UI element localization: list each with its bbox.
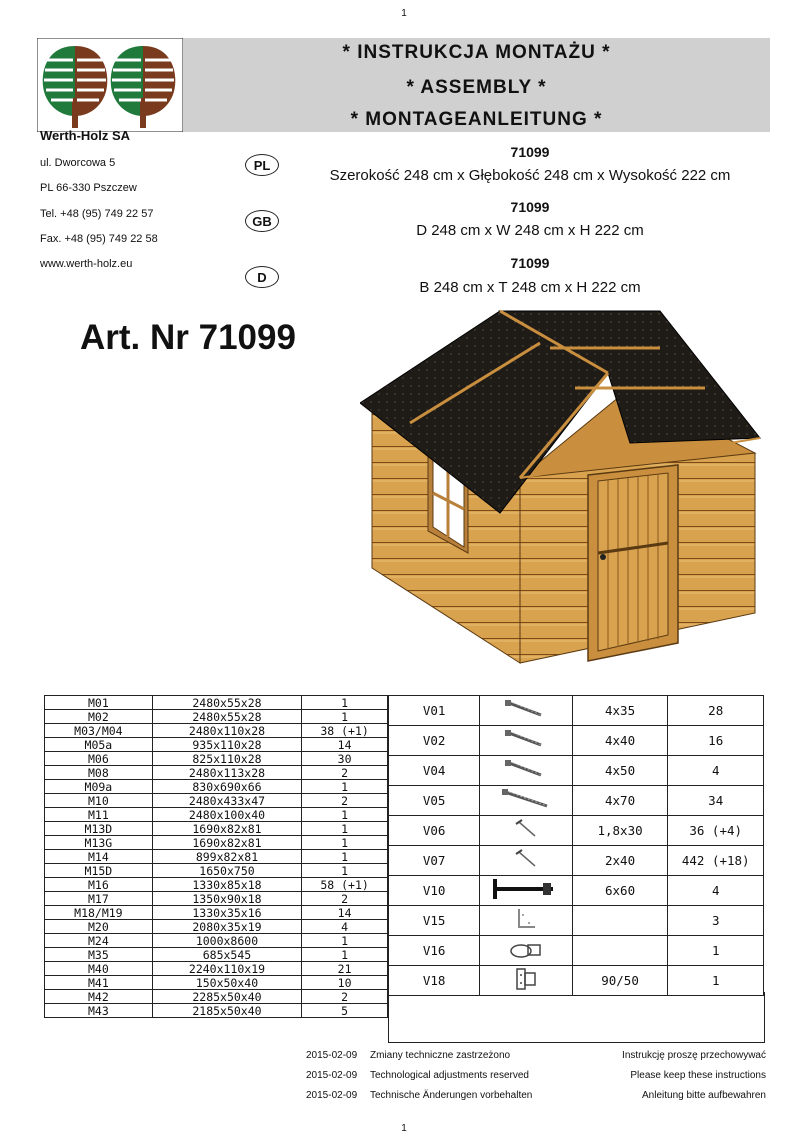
part-code-cell: M40 [45, 962, 153, 976]
company-web[interactable]: www.werth-holz.eu [40, 258, 133, 270]
part-code-cell: M02 [45, 710, 153, 724]
fitting-image-cell [480, 906, 572, 936]
part-dimension-cell: 899x82x81 [152, 850, 301, 864]
fitting-image-cell [480, 726, 572, 756]
fitting-image-cell [480, 696, 572, 726]
page-number-bottom: 1 [401, 1123, 407, 1134]
parts-table-row [45, 878, 388, 892]
fitting-image-cell [480, 936, 572, 966]
fitting-size-cell: 4x35 [572, 696, 668, 726]
garden-shed-icon [360, 303, 770, 683]
part-quantity-cell: 1 [302, 710, 388, 724]
fitting-image-cell [480, 846, 572, 876]
parts-table-row [45, 766, 388, 780]
part-dimension-cell: 1690x82x81 [152, 836, 301, 850]
part-code-cell: M42 [45, 990, 153, 1004]
part-quantity-cell: 14 [302, 906, 388, 920]
fittings-table-row [389, 816, 764, 846]
fitting-quantity-cell: 16 [668, 726, 764, 756]
part-dimension-cell: 2480x55x28 [152, 710, 301, 724]
part-quantity-cell: 21 [302, 962, 388, 976]
parts-table-row [45, 948, 388, 962]
nail-icon [501, 818, 551, 843]
company-logo [37, 38, 183, 132]
parts-table-row [45, 822, 388, 836]
part-dimension-cell: 685x545 [152, 948, 301, 962]
fittings-table-row [389, 906, 764, 936]
part-quantity-cell: 1 [302, 836, 388, 850]
part-quantity-cell: 1 [302, 696, 388, 710]
part-code-cell: M14 [45, 850, 153, 864]
company-name: Werth-Holz SA [40, 128, 131, 143]
part-dimension-cell: 2240x110x19 [152, 962, 301, 976]
part-code-cell: M20 [45, 920, 153, 934]
title-pl: * INSTRUKCJA MONTAŻU * [342, 42, 611, 63]
fitting-size-cell: 4x40 [572, 726, 668, 756]
part-dimension-cell: 825x110x28 [152, 752, 301, 766]
nail-icon [501, 848, 551, 873]
parts-table [44, 695, 388, 1018]
fittings-table [388, 695, 764, 996]
parts-table-row [45, 934, 388, 948]
article-code-pl: 71099 [510, 144, 550, 160]
fitting-quantity-cell: 4 [668, 876, 764, 906]
fitting-image-cell [480, 876, 572, 906]
part-dimension-cell: 935x110x28 [152, 738, 301, 752]
parts-table-row [45, 808, 388, 822]
part-quantity-cell: 1 [302, 864, 388, 878]
shed-illustration [360, 303, 770, 683]
fittings-table-empty-area [388, 992, 765, 1043]
footer-date: 2015-02-09 [306, 1050, 358, 1061]
part-quantity-cell: 1 [302, 850, 388, 864]
part-code-cell: M06 [45, 752, 153, 766]
fitting-quantity-cell: 1 [668, 966, 764, 996]
part-quantity-cell: 1 [302, 808, 388, 822]
part-dimension-cell: 1650x750 [152, 864, 301, 878]
part-quantity-cell: 38 (+1) [302, 724, 388, 738]
part-quantity-cell: 1 [302, 948, 388, 962]
fittings-table-row [389, 696, 764, 726]
part-dimension-cell: 2480x55x28 [152, 696, 301, 710]
fitting-size-cell: 2x40 [572, 846, 668, 876]
part-dimension-cell: 1690x82x81 [152, 822, 301, 836]
part-dimension-cell: 2480x433x47 [152, 794, 301, 808]
part-quantity-cell: 14 [302, 738, 388, 752]
part-quantity-cell: 1 [302, 934, 388, 948]
fitting-quantity-cell: 1 [668, 936, 764, 966]
footer-notice: Technische Änderungen vorbehalten [370, 1090, 533, 1101]
part-quantity-cell: 2 [302, 892, 388, 906]
company-street: ul. Dworcowa 5 [40, 157, 116, 169]
parts-table-row [45, 1004, 388, 1018]
article-code-gb: 71099 [510, 199, 550, 215]
part-code-cell: M09a [45, 780, 153, 794]
latch-icon [506, 937, 546, 964]
fitting-quantity-cell: 28 [668, 696, 764, 726]
fitting-image-cell [480, 816, 572, 846]
part-dimension-cell: 2480x110x28 [152, 724, 301, 738]
parts-table-row [45, 976, 388, 990]
part-code-cell: M01 [45, 696, 153, 710]
fitting-image-cell [480, 966, 572, 996]
part-quantity-cell: 5 [302, 1004, 388, 1018]
part-quantity-cell: 2 [302, 766, 388, 780]
dimensions-d: B 248 cm x T 248 cm x H 222 cm [419, 279, 641, 296]
part-quantity-cell: 30 [302, 752, 388, 766]
parts-table-row [45, 724, 388, 738]
fitting-code-cell: V05 [389, 786, 480, 816]
parts-table-row [45, 990, 388, 1004]
part-quantity-cell: 2 [302, 794, 388, 808]
long-screw-icon [501, 788, 551, 813]
part-code-cell: M13G [45, 836, 153, 850]
title-de: * MONTAGEANLEITUNG * [350, 109, 603, 130]
lang-badge-d: D [245, 266, 279, 288]
part-code-cell: M13D [45, 822, 153, 836]
company-tel: Tel. +48 (95) 749 22 57 [40, 208, 154, 220]
bracket-icon [511, 907, 541, 934]
fitting-size-cell: 90/50 [572, 966, 668, 996]
fitting-size-cell: 6x60 [572, 876, 668, 906]
part-code-cell: M24 [45, 934, 153, 948]
parts-table-row [45, 892, 388, 906]
fitting-quantity-cell: 442 (+18) [668, 846, 764, 876]
parts-table-row [45, 906, 388, 920]
fittings-table-row [389, 786, 764, 816]
part-quantity-cell: 4 [302, 920, 388, 934]
screw-icon [501, 728, 551, 753]
part-dimension-cell: 1330x85x18 [152, 878, 301, 892]
fitting-code-cell: V04 [389, 756, 480, 786]
part-dimension-cell: 2080x35x19 [152, 920, 301, 934]
dimensions-pl: Szerokość 248 cm x Głębokość 248 cm x Wysokość 222 cm [329, 167, 731, 184]
part-quantity-cell: 2 [302, 990, 388, 1004]
part-code-cell: M15D [45, 864, 153, 878]
footer-date: 2015-02-09 [306, 1090, 358, 1101]
footer-notice: Zmiany techniczne zastrzeżono [370, 1050, 511, 1061]
article-number-heading: Art. Nr 71099 [80, 318, 296, 357]
part-code-cell: M35 [45, 948, 153, 962]
part-quantity-cell: 58 (+1) [302, 878, 388, 892]
part-dimension-cell: 1330x35x16 [152, 906, 301, 920]
fittings-table-row [389, 756, 764, 786]
footer-keep-note: Please keep these instructions [630, 1070, 766, 1081]
part-quantity-cell: 1 [302, 780, 388, 794]
fitting-code-cell: V06 [389, 816, 480, 846]
parts-table-row [45, 794, 388, 808]
screw-icon [501, 698, 551, 723]
part-dimension-cell: 2285x50x40 [152, 990, 301, 1004]
parts-table-row [45, 752, 388, 766]
parts-table-row [45, 864, 388, 878]
fittings-table-row [389, 846, 764, 876]
part-code-cell: M11 [45, 808, 153, 822]
fitting-size-cell: 4x70 [572, 786, 668, 816]
fitting-size-cell: 1,8x30 [572, 816, 668, 846]
part-dimension-cell: 2185x50x40 [152, 1004, 301, 1018]
fitting-quantity-cell: 36 (+4) [668, 816, 764, 846]
fitting-code-cell: V15 [389, 906, 480, 936]
part-code-cell: M10 [45, 794, 153, 808]
part-code-cell: M08 [45, 766, 153, 780]
fitting-size-cell: 4x50 [572, 756, 668, 786]
fitting-code-cell: V07 [389, 846, 480, 876]
part-dimension-cell: 830x690x66 [152, 780, 301, 794]
parts-table-row [45, 850, 388, 864]
parts-table-row [45, 962, 388, 976]
article-code-d: 71099 [510, 255, 550, 271]
part-code-cell: M17 [45, 892, 153, 906]
footer-keep-note: Anleitung bitte aufbewahren [642, 1090, 766, 1101]
fitting-code-cell: V18 [389, 966, 480, 996]
part-code-cell: M16 [45, 878, 153, 892]
part-dimension-cell: 2480x100x40 [152, 808, 301, 822]
part-code-cell: M05a [45, 738, 153, 752]
page-number-top: 1 [401, 8, 407, 19]
part-code-cell: M03/M04 [45, 724, 153, 738]
fitting-quantity-cell: 4 [668, 756, 764, 786]
part-dimension-cell: 1000x8600 [152, 934, 301, 948]
part-dimension-cell: 150x50x40 [152, 976, 301, 990]
fitting-code-cell: V10 [389, 876, 480, 906]
part-quantity-cell: 10 [302, 976, 388, 990]
fitting-size-cell [572, 906, 668, 936]
footer-keep-note: Instrukcję proszę przechowywać [622, 1050, 766, 1061]
parts-table-row [45, 920, 388, 934]
fitting-image-cell [480, 786, 572, 816]
fitting-image-cell [480, 756, 572, 786]
part-code-cell: M43 [45, 1004, 153, 1018]
fittings-table-row [389, 726, 764, 756]
bolt-icon [491, 877, 561, 904]
parts-table-row [45, 710, 388, 724]
fitting-quantity-cell: 34 [668, 786, 764, 816]
fittings-table-row [389, 966, 764, 996]
fitting-code-cell: V01 [389, 696, 480, 726]
parts-table-row [45, 738, 388, 752]
part-dimension-cell: 1350x90x18 [152, 892, 301, 906]
company-city: PL 66-330 Pszczew [40, 182, 137, 194]
lang-badge-gb: GB [245, 210, 279, 232]
part-quantity-cell: 1 [302, 822, 388, 836]
part-code-cell: M18/M19 [45, 906, 153, 920]
fitting-size-cell [572, 936, 668, 966]
parts-table-row [45, 836, 388, 850]
part-code-cell: M41 [45, 976, 153, 990]
title-en: * ASSEMBLY * [406, 77, 547, 98]
company-fax: Fax. +48 (95) 749 22 58 [40, 233, 158, 245]
fittings-table-row [389, 936, 764, 966]
dimensions-gb: D 248 cm x W 248 cm x H 222 cm [416, 222, 644, 239]
footer-date: 2015-02-09 [306, 1070, 358, 1081]
fitting-code-cell: V02 [389, 726, 480, 756]
tree-logo-icon [37, 38, 183, 132]
fitting-code-cell: V16 [389, 936, 480, 966]
parts-table-row [45, 696, 388, 710]
footer-notice: Technological adjustments reserved [370, 1070, 529, 1081]
screw-icon [501, 758, 551, 783]
fitting-quantity-cell: 3 [668, 906, 764, 936]
part-dimension-cell: 2480x113x28 [152, 766, 301, 780]
hinge-icon [511, 967, 541, 994]
fittings-table-row [389, 876, 764, 906]
parts-table-row [45, 780, 388, 794]
lang-badge-pl: PL [245, 154, 279, 176]
